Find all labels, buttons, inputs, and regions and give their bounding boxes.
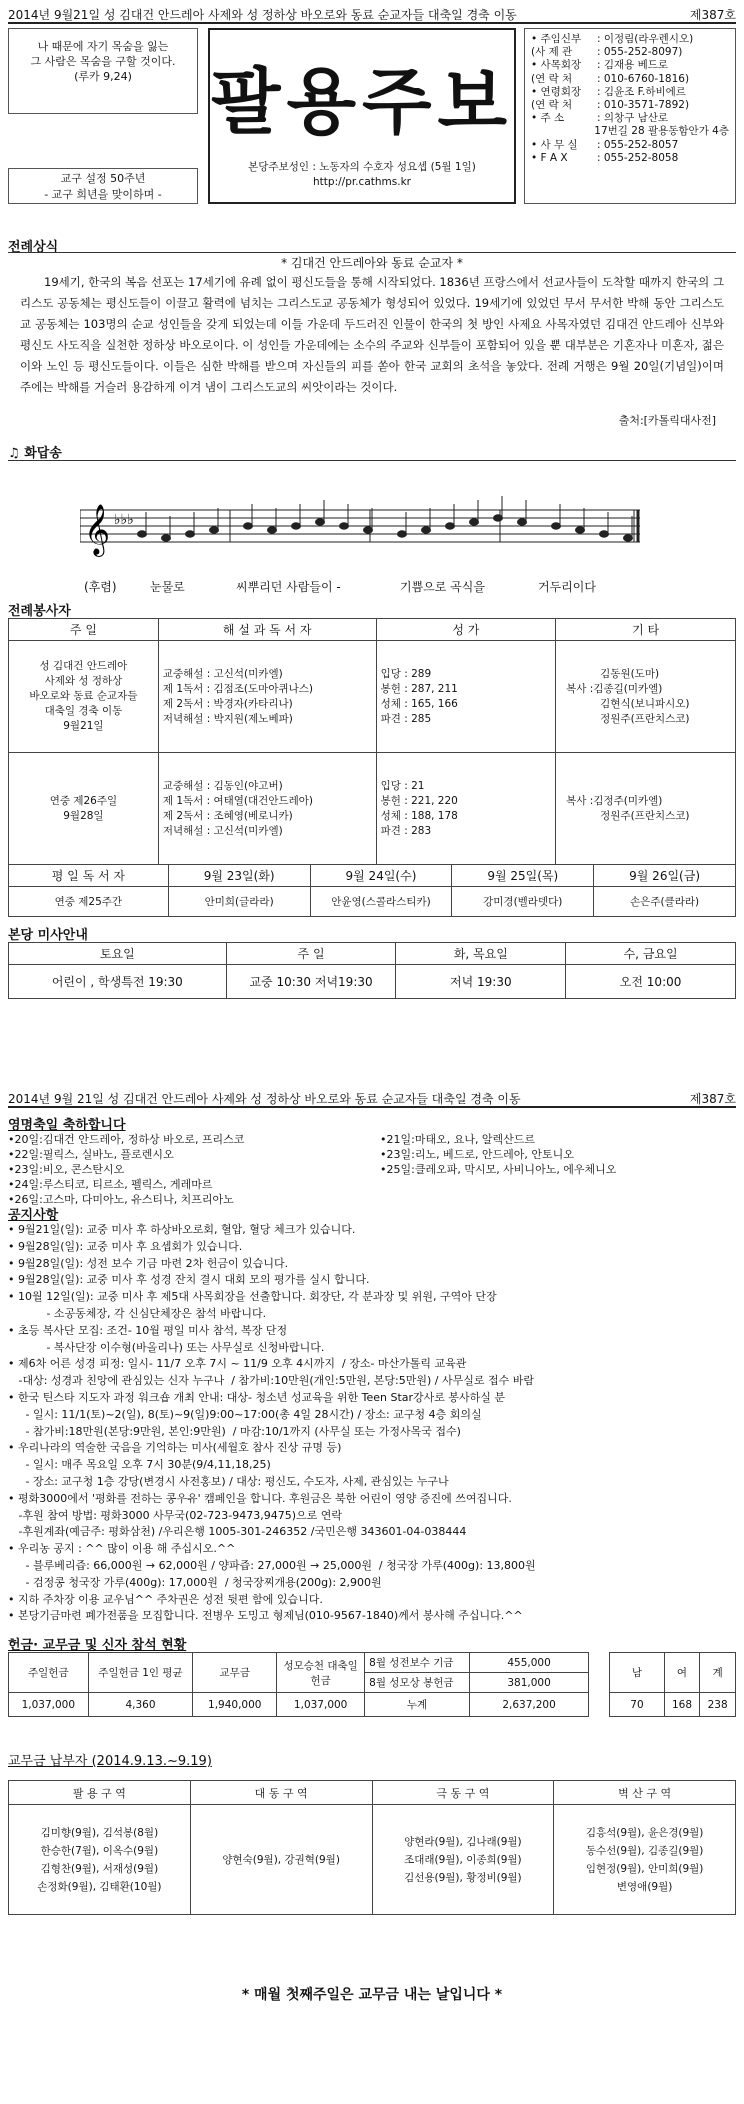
fund-label: 8월 성전보수 기금 <box>365 1653 470 1673</box>
column-header: 9월 23일(화) <box>168 865 310 887</box>
tithe-cell <box>9 1805 191 1915</box>
table-row <box>9 887 736 917</box>
readers-cell <box>158 641 376 753</box>
staff-row <box>531 46 729 59</box>
divider <box>8 252 736 253</box>
column-header: 주일헌금 1인 평균 <box>88 1653 193 1693</box>
note-head <box>518 519 527 525</box>
feast-item: •24일:루스티코, 티르소, 펠릭스, 게레마르 <box>8 1178 213 1191</box>
cell-line: 저녁해설 : 박지원(제노베파) <box>162 712 293 725</box>
notice-item: • 본당기금마련 폐가전품을 모집합니다. 전병우 도밍고 형제님(010-9567-1840)께서 봉사해 주십니다.^^ <box>8 1609 523 1623</box>
table-cell: 어린이 , 학생특전 19:30 <box>9 965 227 999</box>
table-header-row <box>9 865 736 887</box>
note-head <box>244 523 253 529</box>
column-header: 9월 26일(금) <box>594 865 736 887</box>
staff-key: (사 제 관 <box>531 46 573 59</box>
tithe-entry: 조대래(9월), 이종희(9월) <box>404 1853 522 1866</box>
bulletin-title: 팔용주보 <box>210 60 514 144</box>
tithe-heading: 교무금 납부자 (2014.9.13.~9.19) <box>8 1754 212 1769</box>
masthead <box>8 28 736 208</box>
patron-info <box>210 160 514 190</box>
psalm-score <box>80 480 640 580</box>
notice-item: • 우리농 공지 : ^^ 많이 이용 해 주십시오.^^ <box>8 1542 236 1556</box>
cell-line: 복사 :김정주(미카엘) <box>566 794 663 807</box>
hymns-cell <box>376 641 556 753</box>
fund-value: 455,000 <box>469 1653 588 1673</box>
weekday-readers-table <box>8 864 736 917</box>
flat-signature-icon: ♭♭♭ <box>114 512 134 528</box>
staff-row <box>531 112 729 125</box>
staff-value: : 김윤조 F.하비에르 <box>597 85 686 98</box>
tithe-entry: 손정화(9월), 김태환(10월) <box>37 1880 162 1893</box>
cell-line: 입당 : 21 <box>380 779 425 792</box>
day-cell <box>9 641 159 753</box>
etc-cell <box>556 753 736 865</box>
staff-key: • 주임신부 <box>531 33 582 45</box>
cell-line: 연중 제26주일 <box>49 794 118 807</box>
table-cell: 연중 제25주간 <box>9 887 169 917</box>
column-header: 토요일 <box>9 943 227 965</box>
feast-item: •26일:고스마, 다미아노, 유스티나, 치프리아노 <box>8 1193 234 1206</box>
tithe-cell <box>372 1805 554 1915</box>
note-head <box>268 527 277 533</box>
cell-line: 정원주(프란치스코) <box>600 809 690 822</box>
cell-line: 제 1독서 : 김점조(도마아퀴나스) <box>162 682 313 695</box>
table-cell: 1,940,000 <box>193 1693 277 1717</box>
column-header: 성모승천 대축일 헌금 <box>277 1653 365 1693</box>
column-header: 기 타 <box>556 619 736 641</box>
header-title: 2014년 9월 21일 성 김대건 안드레아 사제와 성 정하상 바오로와 동료 순교자들 대축일 경축 이동 <box>8 1092 521 1106</box>
notice-item: -후원 참여 방법: 평화3000 사무국(02-723-9473,9475)으로 연락 <box>8 1508 343 1522</box>
note-head <box>422 527 431 533</box>
staff-row <box>531 152 729 165</box>
table-cell: 1,037,000 <box>9 1693 89 1717</box>
feast-item: •21일:마태오, 요나, 알렉산드르 <box>380 1133 536 1146</box>
column-header: 해 설 과 독 서 자 <box>158 619 376 641</box>
lyric-segment: 거두리이다 <box>538 580 596 594</box>
staff-row <box>531 125 729 138</box>
column-header: 극 동 구 역 <box>372 1781 554 1805</box>
note-head <box>340 523 349 529</box>
feast-item: •20일:김대건 안드레아, 정하상 바오로, 프리스코 <box>8 1133 245 1146</box>
table-row <box>9 1805 736 1915</box>
tithe-entry: 양현숙(9월), 강권혁(9월) <box>222 1853 340 1866</box>
anniversary-line: 교구 설정 50주년 <box>60 172 146 185</box>
staff-key: (연 락 처 <box>531 72 573 85</box>
verse-line: 그 사람은 목숨을 구할 것이다. <box>30 55 176 68</box>
staff-value: : 055-252-8057 <box>597 138 679 151</box>
notice-item: • 한국 틴스타 지도자 과정 워크숍 개최 안내: 대상- 청소년 성교육을 위한 Teen Star강사로 봉사하실 분 <box>8 1390 506 1404</box>
cell-line: 파견 : 283 <box>380 824 432 837</box>
table-header-row <box>9 1781 736 1805</box>
tithe-entry: 양현라(9월), 김나래(9월) <box>404 1835 522 1848</box>
lyric-refrain: (후렴) <box>84 580 117 594</box>
table-header-row <box>9 619 736 641</box>
tithe-table <box>8 1780 736 1915</box>
notice-item: - 소공동체장, 각 신심단체장은 참석 바랍니다. <box>8 1306 267 1320</box>
note-head <box>446 523 455 529</box>
table-cell: 강미경(벨라뎃다) <box>452 887 594 917</box>
cell-line: 저녁해설 : 고신석(미카엘) <box>162 824 283 837</box>
divider <box>8 460 736 461</box>
mass-schedule-table <box>8 942 736 999</box>
column-header: 성 가 <box>376 619 556 641</box>
day-cell <box>9 753 159 865</box>
cell-line: 김동원(도마) <box>600 667 660 680</box>
scripture-verse <box>8 28 198 114</box>
mass-heading: 본당 미사안내 <box>8 928 88 943</box>
cell-line: 복사 :김종길(미카엘) <box>566 682 663 695</box>
song-heading <box>8 442 62 461</box>
tithe-entry: 김미향(9월), 김석봉(8월) <box>40 1826 159 1839</box>
column-header: 교무금 <box>193 1653 277 1693</box>
table-cell: 70 <box>610 1693 664 1717</box>
feast-heading: 영명축일 축하합니다 <box>8 1118 126 1133</box>
notice-item: • 제6차 어른 성경 피정: 일시- 11/7 오후 7시 ~ 11/9 오후 4시까지 / 장소- 마산가톨릭 교육관 <box>8 1357 467 1371</box>
tithe-cell <box>554 1805 736 1915</box>
note-head <box>138 531 147 537</box>
table-header-row <box>9 1653 736 1673</box>
notice-item: - 장소: 교구청 1층 강당(변경시 사전홍보) / 대상: 평신도, 수도자, 사제, 관심있는 누구나 <box>8 1474 449 1488</box>
staff-key: • 연령회장 <box>531 85 582 98</box>
liturgy-source: 출처:[카톨릭대사전] <box>618 414 716 427</box>
table-cell: 안윤영(스콜라스티카) <box>310 887 452 917</box>
anniversary-line: - 교구 희년을 맞이하며 - <box>44 188 162 201</box>
cell-line: 입당 : 289 <box>380 667 432 680</box>
song-heading-label: 화답송 <box>24 446 62 461</box>
column-header: 9월 25일(목) <box>452 865 594 887</box>
staff-key: • 사 무 실 <box>531 138 578 151</box>
note-head <box>552 523 561 529</box>
staff-row <box>531 33 729 46</box>
notice-item: -후원계좌(예금주: 평화삼천) /우리은행 1005-301-246352 /국민은행 343601-04-038444 <box>8 1525 467 1539</box>
page-header <box>8 1090 736 1108</box>
table-cell: 2,637,200 <box>469 1693 588 1717</box>
tithe-entry: 한승한(7월), 이옥수(9월) <box>40 1844 159 1857</box>
bulletin-page-2 <box>0 1090 744 2090</box>
notice-item: • 평화3000에서 '평화를 전하는 콩우유' 캠페인을 합니다. 후원금은 북한 어린이 영양 증진에 쓰여집니다. <box>8 1491 512 1505</box>
note-head <box>186 531 195 537</box>
feast-list-left <box>8 1132 244 1207</box>
cell-line: 정원주(프란치스코) <box>600 712 690 725</box>
table-cell: 안미희(글라라) <box>168 887 310 917</box>
staff-key: • F A X <box>531 151 568 164</box>
liturgy-heading: 전례상식 <box>8 240 59 255</box>
notice-item: -대상: 성경과 친앙에 관심있는 신자 누구나 / 참가비:10만원(개인:5만원, 본당:5만원) / 사무실로 접수 바람 <box>8 1374 535 1388</box>
table-row <box>9 1693 736 1717</box>
notice-item: • 10월 12일(일): 교중 미사 후 제5대 사목회장을 선출합니다. 회장단, 각 분과장 및 위원, 구역아 단장 <box>8 1290 497 1304</box>
footer-note: * 매월 첫째주일은 교무금 내는 날입니다 * <box>241 1987 503 2003</box>
finance-heading: 헌금· 교무금 및 신자 참석 현황 <box>8 1638 187 1653</box>
staff-row <box>531 86 729 99</box>
website-link[interactable]: http://pr.cathms.kr <box>313 176 411 188</box>
anniversary-box <box>8 168 198 204</box>
cell-line: 9월21일 <box>63 720 104 732</box>
cell-line: 봉헌 : 287, 211 <box>380 682 458 695</box>
notice-item: • 초등 복사단 모집: 조건- 10월 평일 미사 참석, 복장 단정 <box>8 1323 288 1337</box>
cell-line: 대축일 경축 이동 <box>44 705 123 717</box>
note-head <box>364 527 373 533</box>
column-header: 남 <box>610 1653 664 1693</box>
table-cell: 오전 10:00 <box>566 965 736 999</box>
patron-saint: 본당주보성인 : 노동자의 수호자 성요셉 (5월 1일) <box>248 161 476 173</box>
staff-value: : 이정림(라우렌시오) <box>597 33 694 45</box>
table-row <box>9 641 736 753</box>
etc-cell <box>556 641 736 753</box>
notice-item: • 9월28일(일): 교중 미사 후 성경 잔치 결시 대회 모의 평가를 실시 합니다. <box>8 1273 370 1287</box>
liturgy-title: * 김대건 안드레아와 동료 순교자 * <box>281 256 463 270</box>
staff-value: : 055-252-8097) <box>597 46 683 59</box>
cell-line: 봉헌 : 221, 220 <box>380 794 458 807</box>
hymns-cell <box>376 753 556 865</box>
feast-list-right <box>380 1132 616 1177</box>
cell-line: 제 1독서 : 여태열(대건안드레아) <box>162 794 313 807</box>
staff-key <box>531 125 594 138</box>
column-header: 벽 산 구 역 <box>554 1781 736 1805</box>
staff-value: : 010-6760-1816) <box>597 72 690 85</box>
page-header <box>8 6 736 24</box>
cell-line: 파견 : 285 <box>380 712 432 725</box>
cell-line: 제 2독서 : 박경자(카타리나) <box>162 697 293 710</box>
notice-item: • 9월21일(일): 교중 미사 후 하상바오로회, 혈압, 혈당 체크가 있습니다. <box>8 1223 356 1236</box>
column-header: 여 <box>664 1653 700 1693</box>
header-title: 2014년 9월21일 성 김대건 안드레아 사제와 성 정하상 바오로와 동료 순교자들 대축일 경축 이동 <box>8 8 517 22</box>
staff-value: : 김재용 베드로 <box>597 59 669 72</box>
note-head <box>624 535 633 541</box>
column-header: 화, 목요일 <box>396 943 566 965</box>
column-header: 계 <box>700 1653 736 1693</box>
staff-contact-box <box>524 28 736 204</box>
tithe-entry: 김형찬(9월), 서재성(9월) <box>40 1862 159 1875</box>
notice-item: - 복사단장 이수형(바올리나) 또는 사무실로 신청바랍니다. <box>8 1340 325 1354</box>
cell-line: 사제와 성 정하상 <box>44 675 123 687</box>
lyric-segment: 눈물로 <box>150 580 185 594</box>
feast-item: •22일:필릭스, 실바노, 플로렌시오 <box>8 1148 174 1161</box>
treble-clef-icon: 𝄞 <box>84 504 111 555</box>
staff-value: : 의창구 남산로 <box>597 112 669 125</box>
staff-key: • 주 소 <box>531 112 565 125</box>
notice-item: • 지하 주차장 이용 교우님^^ 주차권은 성전 뒷편 함에 있습니다. <box>8 1592 323 1606</box>
cell-line: 성체 : 165, 166 <box>380 697 458 710</box>
staff-key: (연 락 처 <box>531 99 573 112</box>
notice-item: - 일시: 매주 목요일 오후 7시 30분(9/4,11,18,25) <box>8 1458 271 1472</box>
table-row <box>9 965 736 999</box>
staff-row <box>531 139 729 152</box>
issue-number: 제387호 <box>689 8 736 22</box>
verse-reference: (루카 9,24) <box>74 70 132 83</box>
cell-line: 교중해설 : 김동인(야고버) <box>162 779 283 792</box>
table-cell: 168 <box>664 1693 700 1717</box>
music-note-icon: ♫ <box>8 446 25 461</box>
readers-cell <box>158 753 376 865</box>
column-header: 팔 용 구 역 <box>9 1781 191 1805</box>
column-header: 주일헌금 <box>9 1653 89 1693</box>
tithe-entry: 동수선(9월), 김종길(9월) <box>585 1844 704 1857</box>
notice-item: • 9월28일(일): 성전 보수 기금 마련 2차 헌금이 있습니다. <box>8 1256 289 1270</box>
column-header: 평 일 독 서 자 <box>9 865 169 887</box>
table-cell: 교중 10:30 저녁19:30 <box>226 965 396 999</box>
spacer <box>589 1693 610 1717</box>
lyric-segment: 기쁨으로 곡식을 <box>400 580 485 594</box>
note-head <box>576 527 585 533</box>
column-header: 주 일 <box>9 619 159 641</box>
table-cell: 저녁 19:30 <box>396 965 566 999</box>
staff-key: • 사목회장 <box>531 59 582 72</box>
lyric-segment: 씨뿌리던 사람들이 - <box>236 580 341 594</box>
cell-line: 김현식(보니파시오) <box>600 697 690 710</box>
ministers-table <box>8 618 736 865</box>
verse-line: 나 때문에 자기 목숨을 잃는 <box>37 40 169 53</box>
feast-item: •25일:클레오파, 막시모, 사비니아노, 에우체니오 <box>380 1163 617 1176</box>
notice-item: - 블루베리즙: 66,000원 → 62,000원 / 양파즙: 27,000원 → 25,000원 / 청국장 가루(400g): 13,800원 <box>8 1558 536 1572</box>
staff-value: : 055-252-8058 <box>597 151 679 164</box>
notice-item: - 검정콩 청국장 가루(400g): 17,000원 / 청국장찌개용(200g): 2,900원 <box>8 1575 382 1589</box>
liturgy-body: 19세기, 한국의 복음 선포는 17세기에 유례 없이 평신도들을 통해 시작되었다. 1836년 프랑스에서 선교사들이 도착할 때까지 한국의 그리스도 공동체는 평신도들이 이끌고 활력에 넘치는 그리스도교 공동체가 형성되어 있었다. 19세기에 있었던 무서 무서한 박해 동안 그리스도교 공동체는 103명의 순교 성인들을 갖게 되었는데 이들 가운데 두드러진 인물이 한국의 첫 방인 사제요 사목자였던 김대건 안드레아 신부와 평신도 사도직을 실천한 정하상 바오로이다. 이 성인들 가운데에는 소수의 주교와 신부들이 포함되어 있을 뿐 대부분은 기혼자나 미혼자, 젊은이와 노인 등 평신도들이다. 이들은 심한 박해를 받으며 자신들의 피를 쏟아 한국 교회의 초석을 놓았다. 전례 거행은 9월 20일(기념일)이며 주에는 박해를 거슬러 용감하게 이겨 냄이 그리스도교의 씨앗이라는 것이다. <box>20 275 724 394</box>
cell-line: 성 김대건 안드레아 <box>39 660 128 672</box>
column-header: 주 일 <box>226 943 396 965</box>
issue-number: 제387호 <box>689 1092 736 1106</box>
note-head <box>494 515 503 521</box>
staff-row <box>531 73 729 86</box>
bulletin-page-1 <box>0 0 744 960</box>
notice-heading: 공지사항 <box>8 1208 59 1223</box>
note-head <box>398 531 407 537</box>
feast-item: •23일:비오, 콘스탄시오 <box>8 1163 125 1176</box>
column-header: 9월 24일(수) <box>310 865 452 887</box>
fund-value: 381,000 <box>469 1673 588 1693</box>
tithe-entry: 변영애(9월) <box>616 1880 673 1893</box>
notice-item: • 우리나라의 역술한 국음을 기억하는 미사(세월호 참사 진상 규명 등) <box>8 1441 342 1455</box>
tithe-entry: 임현정(9월), 안미희(9월) <box>585 1862 704 1875</box>
cell-line: 성체 : 188, 178 <box>380 809 458 822</box>
tithe-entry: 김흥석(9월), 윤은경(9월) <box>585 1826 704 1839</box>
table-cell: 손은주(클라라) <box>594 887 736 917</box>
column-header: 대 동 구 역 <box>190 1781 372 1805</box>
cell-line: 바오로와 동료 순교자들 <box>29 690 138 702</box>
cell-line: 교중해설 : 고신석(미카엘) <box>162 667 283 680</box>
fund-label: 8월 성모상 봉헌금 <box>365 1673 470 1693</box>
table-cell: 4,360 <box>88 1693 193 1717</box>
note-head <box>316 519 325 525</box>
notice-item: - 일시: 11/1(토)~2(일), 8(토)~9(일)9:00~17:00(총 4일 28시간) / 장소: 교구청 4층 회의실 <box>8 1407 482 1421</box>
title-box <box>208 28 516 204</box>
note-head <box>292 523 301 529</box>
table-header-row <box>9 943 736 965</box>
cell-line: 제 2독서 : 조혜영(베로니카) <box>162 809 293 822</box>
notice-item: • 9월28일(일): 교중 미사 후 요셉회가 있습니다. <box>8 1239 243 1253</box>
spacer <box>589 1653 610 1693</box>
column-header: 수, 금요일 <box>566 943 736 965</box>
ministers-heading: 전례봉사자 <box>8 604 71 619</box>
note-head <box>210 527 219 533</box>
tithe-cell <box>190 1805 372 1915</box>
staff-value: : 010-3571-7892) <box>597 99 690 112</box>
table-cell: 누계 <box>365 1693 470 1717</box>
tithe-entry: 김선용(9월), 황정비(9월) <box>404 1871 522 1884</box>
notice-item: - 참가비:18만원(본당:9만원, 본인:9만원) / 마감:10/1까지 (사무실 또는 가정사목국 접수) <box>8 1424 461 1438</box>
feast-item: •23일:리노, 베드로, 안드레아, 안토니오 <box>380 1148 574 1161</box>
staff-row <box>531 59 729 72</box>
staff-row <box>531 99 729 112</box>
table-cell: 1,037,000 <box>277 1693 365 1717</box>
notice-list <box>8 1222 736 1625</box>
table-row <box>9 753 736 865</box>
staff-value: 17번길 28 팔용동함안가 4층 <box>594 125 729 138</box>
table-cell: 238 <box>700 1693 736 1717</box>
cell-line: 9월28일 <box>63 809 104 822</box>
note-head <box>600 531 609 537</box>
note-head <box>162 535 171 541</box>
note-head <box>470 519 479 525</box>
finance-table <box>8 1652 736 1717</box>
